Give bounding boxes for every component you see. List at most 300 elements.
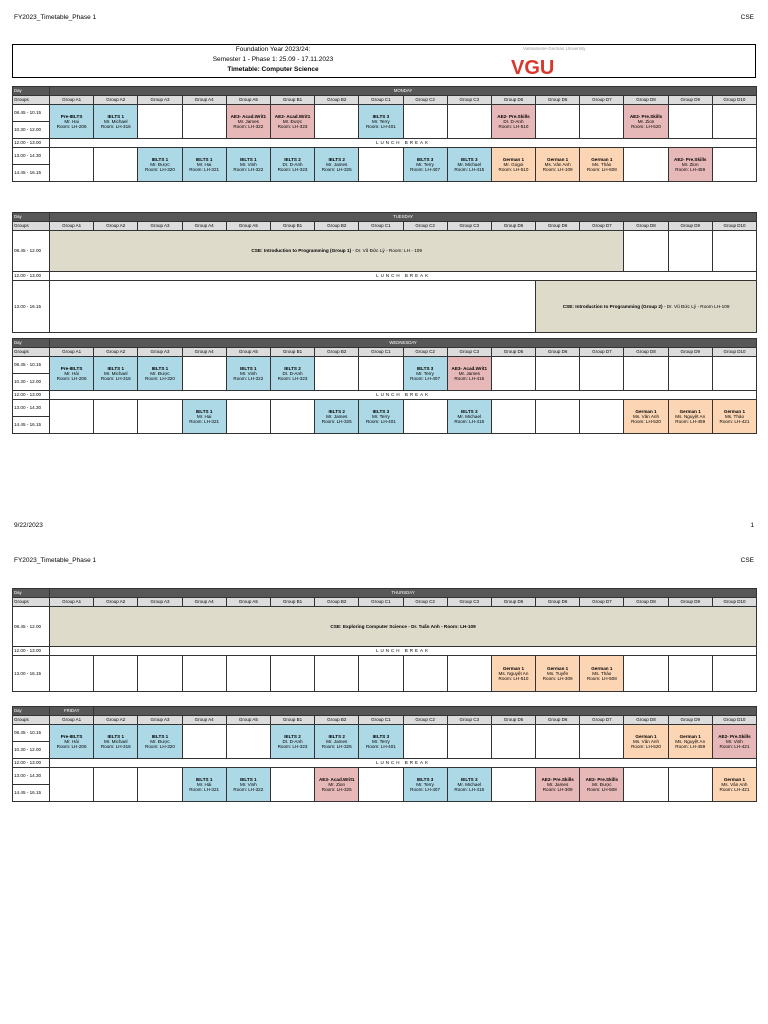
- room-number: Room: LH-325: [321, 419, 352, 425]
- course-name: Pre-IELTS: [60, 365, 83, 371]
- room-number: Room: LH-321: [189, 419, 220, 425]
- group-header: Group A1: [50, 96, 94, 105]
- course-name: IELTS 2: [284, 365, 301, 371]
- course-name: IELTS 1: [195, 776, 213, 782]
- group-header: Group C1: [359, 96, 403, 105]
- time-slot: 08.45 - 10.15: [13, 357, 50, 374]
- empty-cell: [712, 105, 756, 139]
- empty-cell: [491, 400, 535, 434]
- room-number: Room: LH-520: [631, 419, 661, 425]
- group-header: Group D9: [668, 348, 712, 357]
- room-number: Room: LH-510: [498, 676, 529, 682]
- group-header: Group D7: [580, 716, 624, 725]
- empty-cell: [712, 231, 756, 272]
- room-number: Room: LH-415: [454, 419, 485, 425]
- group-header: Group D10: [712, 222, 756, 231]
- class-session-cell: [712, 768, 756, 802]
- class-session-cell: [403, 768, 447, 802]
- course-name: IELTS 3: [416, 776, 434, 782]
- teacher-name: Ms. Thảo: [724, 413, 745, 419]
- group-header: Group D10: [712, 96, 756, 105]
- class-session-cell: [226, 148, 270, 182]
- class-session-cell: [50, 105, 94, 139]
- room-number: Room: LH-459: [675, 419, 706, 425]
- course-name: IELTS 2: [328, 733, 345, 739]
- group-header: Group D5: [491, 716, 535, 725]
- group-header: Group A1: [50, 716, 94, 725]
- teacher-name: Ms. Vân Anh: [721, 781, 748, 787]
- time-slot: 13.00 - 16.15: [13, 281, 50, 333]
- class-session-cell: [447, 148, 491, 182]
- class-session-cell: [182, 148, 226, 182]
- class-session-cell: [536, 656, 580, 692]
- department-label: CSE: [740, 14, 754, 21]
- class-session-cell: [226, 357, 270, 391]
- group-header: Group D9: [668, 222, 712, 231]
- empty-cell: [226, 725, 270, 759]
- class-session-cell: [138, 357, 182, 391]
- class-session-cell: [668, 148, 712, 182]
- course-name: AE2- Pre.Skills: [497, 113, 530, 119]
- group-header: Group C1: [359, 222, 403, 231]
- group-header: Group A3: [138, 348, 182, 357]
- teacher-name: Dr. D-Anh: [282, 370, 303, 376]
- teacher-name: Mr. James: [237, 118, 259, 124]
- empty-cell: [226, 400, 270, 434]
- group-header: Group D6: [536, 222, 580, 231]
- group-header: Group C3: [447, 348, 491, 357]
- room-number: Room: LH-309: [542, 787, 573, 793]
- room-number: Room: LH-407: [410, 376, 441, 382]
- empty-cell: [182, 725, 226, 759]
- teacher-name: Mr. Vinh: [239, 781, 257, 787]
- empty-cell: [536, 357, 580, 391]
- department-label: CSE: [740, 557, 754, 564]
- course-name: IELTS 1: [107, 113, 125, 119]
- course-name: IELTS 3: [372, 113, 390, 119]
- class-session-cell: [668, 725, 712, 759]
- monday-table: [12, 86, 757, 182]
- wednesday-table: [12, 338, 757, 434]
- room-number: Room: LH-206: [56, 376, 87, 382]
- group-header: Group D10: [712, 598, 756, 607]
- course-name: IELTS 3: [416, 365, 434, 371]
- room-number: Room: LH-309: [542, 676, 573, 682]
- title-line-3: Timetable: Computer Science: [227, 66, 319, 73]
- empty-cell: [138, 400, 182, 434]
- course-name: German 1: [547, 156, 569, 162]
- teacher-name: Mr. James: [458, 370, 480, 376]
- course-name: IELTS 3: [372, 733, 390, 739]
- room-number: Room: LH-316: [100, 744, 131, 750]
- room-number: Room: LH-510: [498, 124, 529, 130]
- group-header: Group A1: [50, 348, 94, 357]
- group-header: Group D10: [712, 348, 756, 357]
- group-header: Group D5: [491, 598, 535, 607]
- day-label: Day: [13, 589, 50, 598]
- empty-cell: [50, 148, 94, 182]
- course-name: German 1: [591, 156, 613, 162]
- empty-cell: [712, 656, 756, 692]
- teacher-name: Mr. Được: [150, 370, 170, 376]
- course-name: IELTS 1: [240, 776, 257, 782]
- group-header: Group B1: [270, 348, 314, 357]
- empty-cell: [359, 656, 403, 692]
- teacher-name: Dr. D-Anh: [282, 738, 303, 744]
- room-number: Room: LH-520: [631, 124, 661, 130]
- room-number: Room: LH-321: [189, 787, 220, 793]
- course-name: German 1: [635, 408, 657, 414]
- group-header: Group D6: [536, 96, 580, 105]
- day-label: Day: [13, 707, 50, 716]
- teacher-name: Ms. Tuyến: [547, 670, 569, 676]
- class-session-cell: [624, 400, 668, 434]
- teacher-name: Mr. James: [326, 738, 348, 744]
- group-header: Group A3: [138, 222, 182, 231]
- page-number: 1: [750, 522, 754, 529]
- group-header: Group C3: [447, 716, 491, 725]
- room-number: Room: LH-323: [277, 167, 308, 173]
- teacher-name: Mr. Michael: [457, 161, 482, 167]
- room-number: Room: LH-322: [233, 376, 264, 382]
- empty-cell: [94, 400, 138, 434]
- room-number: Room: LH-323: [277, 376, 308, 382]
- course-name: IELTS 3: [416, 156, 434, 162]
- group-header: Group A1: [50, 222, 94, 231]
- class-session-cell: [359, 725, 403, 759]
- empty-cell: [491, 725, 535, 759]
- empty-cell: [50, 400, 94, 434]
- groups-label: Groups: [13, 716, 50, 725]
- class-session-cell: [359, 105, 403, 139]
- course-name: German 1: [723, 776, 746, 782]
- class-session-cell: [50, 357, 94, 391]
- teacher-name: Mr. Được: [150, 161, 170, 167]
- empty-cell: [668, 656, 712, 692]
- class-session-cell: [270, 725, 314, 759]
- class-session-cell: [536, 148, 580, 182]
- class-session-cell: [270, 357, 314, 391]
- course-name: IELTS 2: [284, 156, 301, 162]
- class-session-cell: [94, 105, 138, 139]
- room-number: Room: LH-322: [233, 787, 264, 793]
- time-slot: 13.00 - 14.30: [13, 768, 50, 785]
- class-session-cell: [712, 725, 756, 759]
- title-box: [12, 44, 756, 78]
- group-header: Group D8: [624, 598, 668, 607]
- room-number: Room: LH-401: [365, 419, 396, 425]
- empty-cell: [138, 105, 182, 139]
- group-header: Group D7: [580, 598, 624, 607]
- empty-cell: [226, 656, 270, 692]
- teacher-name: Mr. Vinh: [726, 738, 743, 744]
- group-header: Group B2: [315, 598, 359, 607]
- teacher-name: Mr. Michael: [104, 370, 128, 376]
- class-session-cell: [491, 656, 535, 692]
- teacher-name: Ms. Thảo: [592, 161, 612, 167]
- room-number: Room: LH-520: [631, 744, 661, 750]
- empty-cell: [315, 656, 359, 692]
- teacher-name: Mr. James: [326, 161, 348, 167]
- class-session-cell: [580, 768, 624, 802]
- course-name: AE3- Acad.Writ1: [318, 776, 355, 782]
- group-header: Group A5: [226, 348, 270, 357]
- time-slot: 10.30 - 12.00: [13, 374, 50, 391]
- teacher-name: Mr. James: [326, 413, 348, 419]
- room-number: Room: LH-415: [454, 376, 485, 382]
- class-session-cell: [712, 400, 756, 434]
- room-number: Room: LH-508: [586, 787, 617, 793]
- empty-cell: [668, 357, 712, 391]
- class-session-cell: [580, 656, 624, 692]
- lunch-break: LUNCH BREAK: [50, 272, 757, 281]
- teacher-name: Mr. James: [547, 781, 569, 787]
- class-session-cell: [580, 148, 624, 182]
- room-number: Room: LH-325: [321, 167, 352, 173]
- teacher-name: Mr. Michael: [457, 781, 482, 787]
- day-header-fill: [94, 707, 757, 716]
- class-session-cell: [491, 148, 535, 182]
- group-header: Group A2: [94, 96, 138, 105]
- empty-cell: [536, 400, 580, 434]
- room-number: Room: LH-407: [410, 787, 441, 793]
- groups-label: Groups: [13, 598, 50, 607]
- group-header: Group D9: [668, 716, 712, 725]
- empty-cell: [182, 105, 226, 139]
- group-header: Group A3: [138, 96, 182, 105]
- lunch-time: 12.00 - 13.00: [13, 391, 50, 400]
- empty-cell: [447, 725, 491, 759]
- group-header: Group C3: [447, 96, 491, 105]
- time-slot: 13.00 - 14.30: [13, 400, 50, 417]
- room-number: Room: LH-415: [454, 167, 485, 173]
- course-name: AE2- Pre.Skills: [629, 113, 663, 119]
- university-name: Vietnamese-German University: [523, 46, 586, 51]
- group-header: Group C2: [403, 598, 447, 607]
- teacher-name: Mr. Terry: [372, 738, 390, 744]
- time-slot: 13.00 - 16.15: [13, 656, 50, 692]
- teacher-name: Ms. Vân Anh: [633, 413, 660, 419]
- empty-cell: [668, 231, 712, 272]
- course-name: IELTS 1: [107, 733, 125, 739]
- room-number: Room: LH-325: [321, 744, 352, 750]
- lecture-exploring-cs: [50, 607, 757, 647]
- empty-cell: [491, 768, 535, 802]
- course-name: IELTS 1: [240, 156, 257, 162]
- empty-cell: [270, 656, 314, 692]
- vgu-logo: [510, 55, 555, 79]
- teacher-name: Mr. Được: [282, 118, 303, 124]
- class-session-cell: [315, 768, 359, 802]
- lunch-break: LUNCH BREAK: [50, 391, 757, 400]
- teacher-name: Mr. Terry: [416, 781, 434, 787]
- group-header: Group C2: [403, 716, 447, 725]
- course-name: IELTS 1: [151, 156, 169, 162]
- title-line-2: Semester 1 - Phase 1: 25.09 - 17.11.2023: [212, 56, 334, 63]
- group-header: Group D7: [580, 96, 624, 105]
- teacher-name: Ms. Nguyệt An: [675, 413, 706, 419]
- room-number: Room: LH-206: [56, 124, 87, 130]
- room-number: Room: LH-421: [719, 744, 750, 750]
- group-header: Group A4: [182, 716, 226, 725]
- teacher-name: Mr. Zion: [637, 118, 655, 124]
- lecture-details: - Dr. Vũ Đức Lý - Room LH-109: [662, 303, 730, 309]
- course-name: IELTS 3: [372, 408, 390, 414]
- course-name: IELTS 1: [195, 156, 213, 162]
- lecture-intro-programming-group-1: [50, 231, 624, 272]
- day-label: Day: [13, 339, 50, 348]
- class-session-cell: [182, 768, 226, 802]
- group-header: Group A5: [226, 598, 270, 607]
- room-number: Room: LH-206: [56, 744, 87, 750]
- class-session-cell: [50, 725, 94, 759]
- class-session-cell: [94, 725, 138, 759]
- class-session-cell: [403, 148, 447, 182]
- class-session-cell: [403, 357, 447, 391]
- groups-label: Groups: [13, 348, 50, 357]
- room-number: Room: LH-510: [498, 167, 529, 173]
- empty-cell: [447, 656, 491, 692]
- course-name: IELTS 3: [461, 156, 478, 162]
- course-name: IELTS 2: [328, 408, 345, 414]
- class-session-cell: [624, 105, 668, 139]
- tuesday-table: [12, 212, 757, 333]
- teacher-name: Mr. Vinh: [239, 370, 257, 376]
- class-session-cell: [447, 400, 491, 434]
- group-header: Group A2: [94, 598, 138, 607]
- group-header: Group D7: [580, 222, 624, 231]
- class-session-cell: [138, 725, 182, 759]
- room-number: Room: LH-325: [321, 787, 352, 793]
- group-header: Group A4: [182, 222, 226, 231]
- empty-cell: [580, 357, 624, 391]
- lunch-time: 12.00 - 13.00: [13, 759, 50, 768]
- time-slot: 10.30 - 12.00: [13, 122, 50, 139]
- title-line-1: Foundation Year 2023/24:: [235, 46, 311, 53]
- room-number: Room: LH-316: [100, 376, 131, 382]
- class-session-cell: [624, 725, 668, 759]
- time-slot: 14.45 - 16.15: [13, 165, 50, 182]
- empty-cell: [315, 357, 359, 391]
- group-header: Group A2: [94, 222, 138, 231]
- group-header: Group A2: [94, 716, 138, 725]
- class-session-cell: [226, 105, 270, 139]
- time-slot: 08.45 - 10.15: [13, 725, 50, 742]
- group-header: Group D8: [624, 716, 668, 725]
- group-header: Group D10: [712, 716, 756, 725]
- empty-cell: [403, 656, 447, 692]
- course-name: AE2- Pre.Skills: [674, 156, 707, 162]
- room-number: Room: LH-316: [100, 124, 131, 130]
- room-number: Room: LH-320: [145, 744, 175, 750]
- group-header: Group B1: [270, 716, 314, 725]
- room-number: Room: LH-323: [277, 124, 308, 130]
- course-name: IELTS 1: [151, 365, 169, 371]
- group-header: Group A3: [138, 716, 182, 725]
- class-session-cell: [668, 400, 712, 434]
- course-name: IELTS 3: [461, 776, 478, 782]
- lunch-time: 12.00 - 13.00: [13, 647, 50, 656]
- time-slot: 08.45 - 12.00: [13, 607, 50, 647]
- group-header: Group C3: [447, 598, 491, 607]
- class-session-cell: [138, 148, 182, 182]
- course-name: IELTS 1: [107, 365, 125, 371]
- empty-cell: [182, 656, 226, 692]
- room-number: Room: LH-459: [675, 744, 706, 750]
- group-header: Group B2: [315, 96, 359, 105]
- empty-cell: [94, 148, 138, 182]
- empty-cell: [491, 357, 535, 391]
- group-header: Group B1: [270, 222, 314, 231]
- class-session-cell: [315, 148, 359, 182]
- course-name: German 1: [679, 408, 701, 414]
- empty-cell: [403, 400, 447, 434]
- group-header: Group C1: [359, 598, 403, 607]
- room-number: Room: LH-407: [410, 167, 441, 173]
- teacher-name: Mr. Được: [150, 738, 170, 744]
- course-name: AE2- Pre.Skills: [718, 733, 751, 739]
- empty-cell: [624, 357, 668, 391]
- empty-cell: [712, 357, 756, 391]
- class-session-cell: [536, 768, 580, 802]
- day-name-monday: MONDAY: [50, 87, 757, 96]
- teacher-name: Mr. Hải: [64, 738, 79, 744]
- room-number: Room: LH-508: [586, 676, 617, 682]
- group-header: Group A4: [182, 96, 226, 105]
- teacher-name: Ms. Thảo: [592, 670, 612, 676]
- group-header: Group A2: [94, 348, 138, 357]
- room-number: Room: LH-109: [542, 167, 573, 173]
- course-name: IELTS 1: [240, 365, 257, 371]
- lunch-time: 12.00 - 13.00: [13, 139, 50, 148]
- lunch-break: LUNCH BREAK: [50, 759, 757, 768]
- time-slot: 14.45 - 16.15: [13, 785, 50, 802]
- empty-cell: [270, 400, 314, 434]
- groups-label: Groups: [13, 222, 50, 231]
- course-name: German 1: [502, 665, 525, 671]
- class-session-cell: [315, 400, 359, 434]
- empty-cell: [447, 105, 491, 139]
- room-number: Room: LH-415: [454, 787, 485, 793]
- room-number: Room: LH-322: [233, 124, 264, 130]
- lunch-break: LUNCH BREAK: [50, 647, 757, 656]
- class-session-cell: [447, 357, 491, 391]
- group-header: Group A5: [226, 96, 270, 105]
- day-name-thursday: THURSDAY: [50, 589, 757, 598]
- teacher-name: Mr. Hải: [196, 781, 212, 787]
- empty-cell: [138, 656, 182, 692]
- room-number: Room: LH-421: [719, 419, 750, 425]
- empty-cell: [182, 357, 226, 391]
- group-header: Group D6: [536, 348, 580, 357]
- course-name: German 1: [723, 408, 746, 414]
- group-header: Group D5: [491, 222, 535, 231]
- teacher-name: Mr. Terry: [416, 370, 434, 376]
- time-slot: 10.30 - 12.00: [13, 742, 50, 759]
- empty-cell: [138, 768, 182, 802]
- time-slot: 13.00 - 14.30: [13, 148, 50, 165]
- group-header: Group A5: [226, 222, 270, 231]
- group-header: Group D8: [624, 222, 668, 231]
- teacher-name: Mr. Hai: [196, 413, 212, 419]
- teacher-name: Mr. Michael: [104, 738, 128, 744]
- lecture-title: CSE: Exploring Computer Science - Dr. Tuấn Anh - Room: LH-109: [330, 623, 476, 629]
- empty-cell: [403, 725, 447, 759]
- group-header: Group D8: [624, 96, 668, 105]
- empty-cell: [536, 105, 580, 139]
- teacher-name: Mr. Terry: [372, 118, 390, 124]
- group-header: Group B2: [315, 348, 359, 357]
